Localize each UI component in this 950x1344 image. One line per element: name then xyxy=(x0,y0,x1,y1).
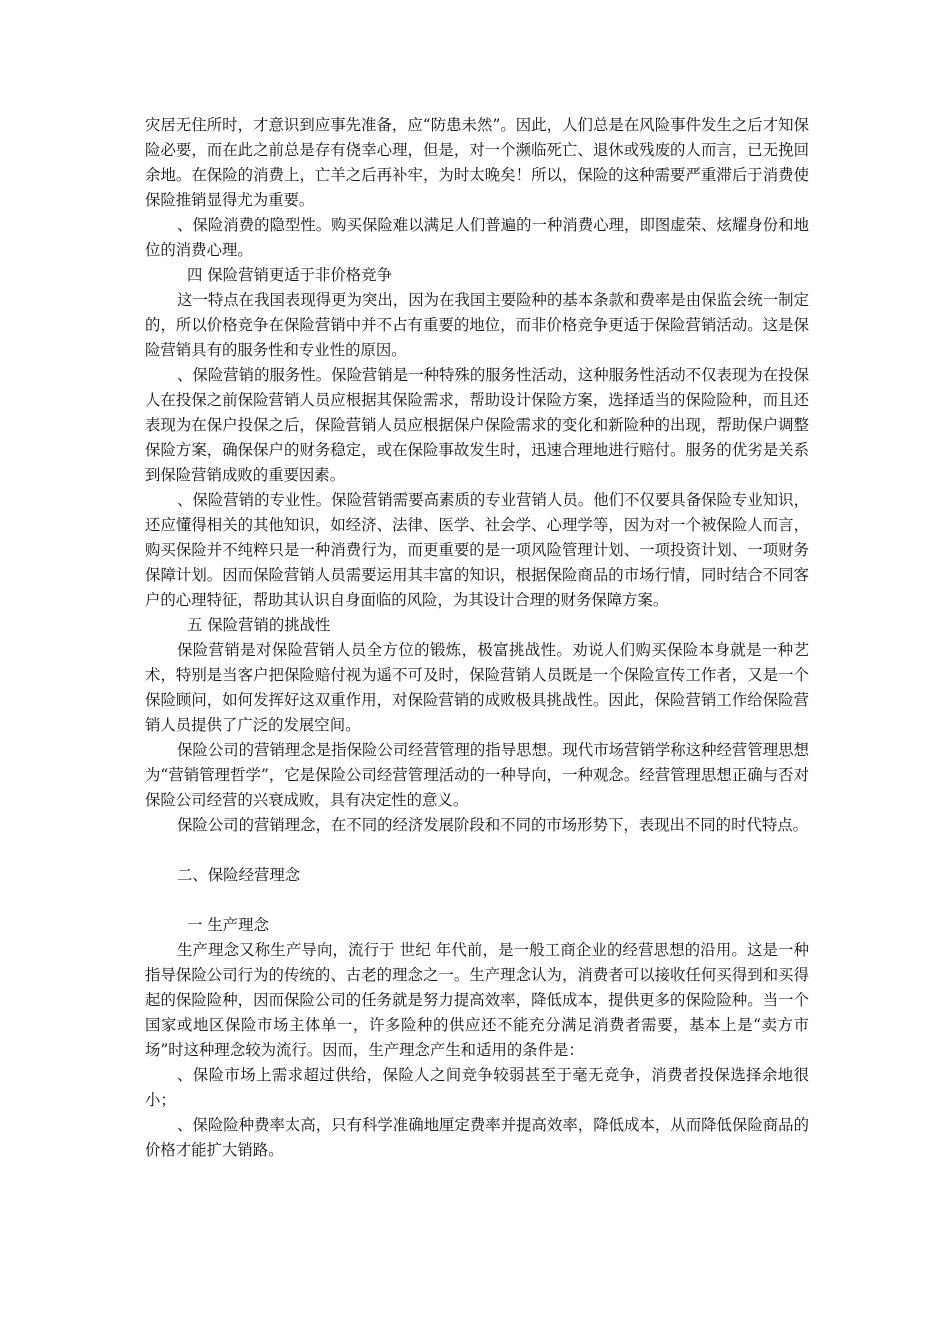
section-heading-challenge: 五 保险营销的挑战性 xyxy=(187,616,331,634)
chapter-heading-business-concept: 二、保险经营理念 xyxy=(177,866,301,884)
paragraph-era-characteristics: 保险公司的营销理念，在不同的经济发展阶段和不同的市场形势下，表现出不同的时代特点。 xyxy=(177,816,809,834)
paragraph-marketing-concept: 保险公司的营销理念是指保险公司经营管理的指导思想。现代市场营销学称这种经营管理思想为“营销管理哲学”，它是保险公司经营管理活动的一种导向，一种观念。经营管理思想正确与否对保险公司经营的兴衰成败，具有决定性的意义。 xyxy=(145,741,809,809)
paragraph-challenge: 保险营销是对保险营销人员全方位的锻炼，极富挑战性。劝说人们购买保险本身就是一种艺术，特别是当客户把保险赔付视为遥不可及时，保险营销人员既是一个保险宣传工作者，又是一个保险顾问，如何发挥好这双重作用，对保险营销的成败极具挑战性。因此，保险营销工作给保险营销人员提供了广泛的发展空间。 xyxy=(145,641,809,734)
paragraph-professional-nature: 、保险营销的专业性。保险营销需要高素质的专业营销人员。他们不仅要具备保险专业知识，还应懂得相关的其他知识，如经济、法律、医学、社会学、心理学等，因为对一个被保险人而言，购买保险并不纯粹只是一种消费行为，而更重要的是一项风险管理计划、一项投资计划、一项财务保障计划。因而保险营销人员需要运用其丰富的知识，根据保险商品的市场行情，同时结合不同客户的心理特征，帮助其认识自身面临的风险，为其设计合理的财务保障方案。 xyxy=(145,491,809,609)
paragraph-condition-demand: 、保险市场上需求超过供给，保险人之间竞争较弱甚至于毫无竞争，消费者投保选择余地很小； xyxy=(145,1066,809,1109)
paragraph-condition-price: 、保险险种费率太高，只有科学准确地厘定费率并提高效率，降低成本，从而降低保险商品的价格才能扩大销路。 xyxy=(145,1116,809,1159)
section-heading-non-price-competition: 四 保险营销更适于非价格竞争 xyxy=(187,266,392,284)
paragraph-non-price-competition: 这一特点在我国表现得更为突出，因为在我国主要险种的基本条款和费率是由保监会统一制定的，所以价格竞争在保险营销中并不占有重要的地位，而非价格竞争更适于保险营销活动。这是保险营销具有的服务性和专业性的原因。 xyxy=(145,291,809,359)
paragraph-disaster-prevention: 灾居无住所时，才意识到应事先准备，应“防患未然”。因此，人们总是在风险事件发生之后才知保险必要，而在此之前总是存有侥幸心理，但是，对一个濒临死亡、退休或残废的人而言，已无挽回余地。在保险的消费上，亡羊之后再补牢，为时太晚矣！所以，保险的这种需要严重滞后于消费使保险推销显得尤为重要。 xyxy=(145,116,809,209)
section-heading-production-concept: 一 生产理念 xyxy=(187,916,269,934)
paragraph-production-concept: 生产理念又称生产导向，流行于 世纪 年代前，是一般工商企业的经营思想的沿用。这是一种指导保险公司行为的传统的、古老的理念之一。生产理念认为，消费者可以接收任何买得到和买得起的保险险种，因而保险公司的任务就是努力提高效率，降低成本，提供更多的保险险种。当一个国家或地区保险市场主体单一，许多险种的供应还不能充分满足消费者需要，基本上是“卖方市场”时这种理念较为流行。因而，生产理念产生和适用的条件是： xyxy=(145,941,809,1059)
paragraph-hidden-consumption: 、保险消费的隐型性。购买保险难以满足人们普遍的一种消费心理，即图虚荣、炫耀身份和地位的消费心理。 xyxy=(145,216,809,259)
paragraph-service-nature: 、保险营销的服务性。保险营销是一种特殊的服务性活动，这种服务性活动不仅表现为在投保人在投保之前保险营销人员应根据其保险需求，帮助设计保险方案，选择适当的保险险种，而且还表现为在保户投保之后，保险营销人员应根据保户保险需求的变化和新险种的出现，帮助保户调整保险方案，确保保户的财务稳定，或在保险事故发生时，迅速合理地进行赔付。服务的优劣是关系到保险营销成败的重要因素。 xyxy=(145,366,809,484)
document-body xyxy=(145,113,809,1163)
